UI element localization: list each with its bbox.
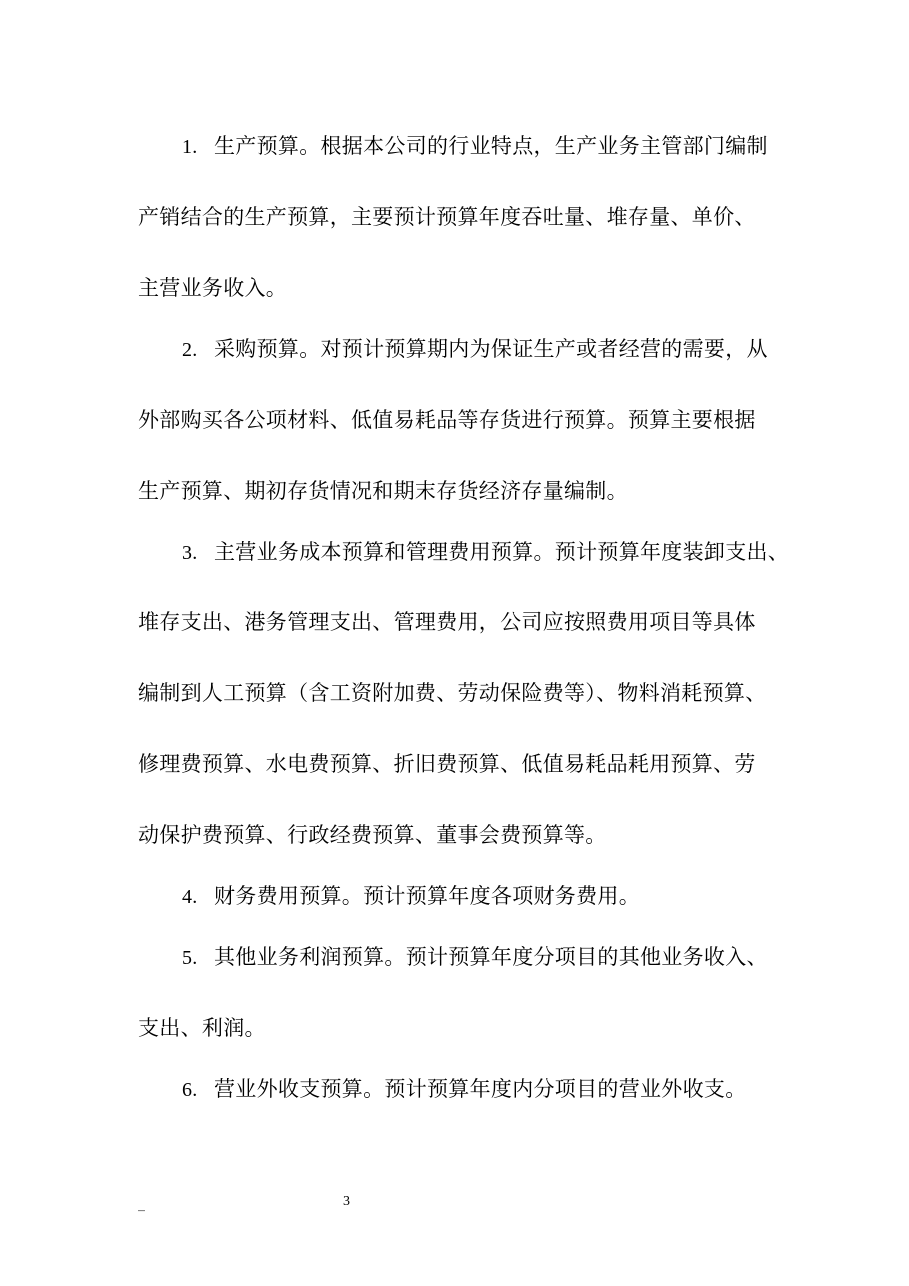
footer-mark: _ xyxy=(138,1196,145,1212)
item-3-number: 3. xyxy=(182,542,198,564)
item-3-line-4: 修理费预算、水电费预算、折旧费预算、低值易耗品耗用预算、劳 xyxy=(138,752,756,776)
item-2-number: 2. xyxy=(182,339,198,361)
item-5-line-2: 支出、利润。 xyxy=(138,1016,266,1040)
item-2-line-1 xyxy=(182,337,768,362)
item-1-text: 生产预算。根据本公司的行业特点，生产业务主管部门编制 xyxy=(214,134,768,158)
item-4-line-1 xyxy=(182,884,640,909)
item-4-number: 4. xyxy=(182,886,198,908)
item-1-line-2: 产销结合的生产预算，主要预计预算年度吞吐量、堆存量、单价、 xyxy=(138,205,756,229)
item-5-text: 其他业务利润预算。预计预算年度分项目的其他业务收入、 xyxy=(214,945,768,969)
item-2-line-2: 外部购买各公项材料、低值易耗品等存货进行预算。预算主要根据 xyxy=(138,408,756,432)
item-2-text: 采购预算。对预计预算期内为保证生产或者经营的需要，从 xyxy=(214,337,768,361)
item-3-line-3: 编制到人工预算（含工资附加费、劳动保险费等）、物料消耗预算、 xyxy=(138,681,767,705)
item-3-line-2: 堆存支出、港务管理支出、管理费用，公司应按照费用项目等具体 xyxy=(138,610,756,634)
item-3-line-1 xyxy=(182,540,789,565)
item-2-line-3: 生产预算、期初存货情况和期末存货经济存量编制。 xyxy=(138,479,628,503)
item-6-line-1 xyxy=(182,1077,747,1102)
item-6-number: 6. xyxy=(182,1079,198,1101)
item-5-number: 5. xyxy=(182,947,198,969)
item-4-text: 财务费用预算。预计预算年度各项财务费用。 xyxy=(214,884,640,908)
page-number: 3 xyxy=(343,1194,350,1209)
item-6-text: 营业外收支预算。预计预算年度内分项目的营业外收支。 xyxy=(214,1077,747,1101)
item-1-line-1 xyxy=(182,134,768,159)
item-3-text: 主营业务成本预算和管理费用预算。预计预算年度装卸支出、 xyxy=(214,540,790,564)
item-3-line-5: 动保护费预算、行政经费预算、董事会费预算等。 xyxy=(138,823,607,847)
item-1-line-3: 主营业务收入。 xyxy=(138,276,288,300)
item-5-line-1 xyxy=(182,945,768,970)
item-1-number: 1. xyxy=(182,136,198,158)
